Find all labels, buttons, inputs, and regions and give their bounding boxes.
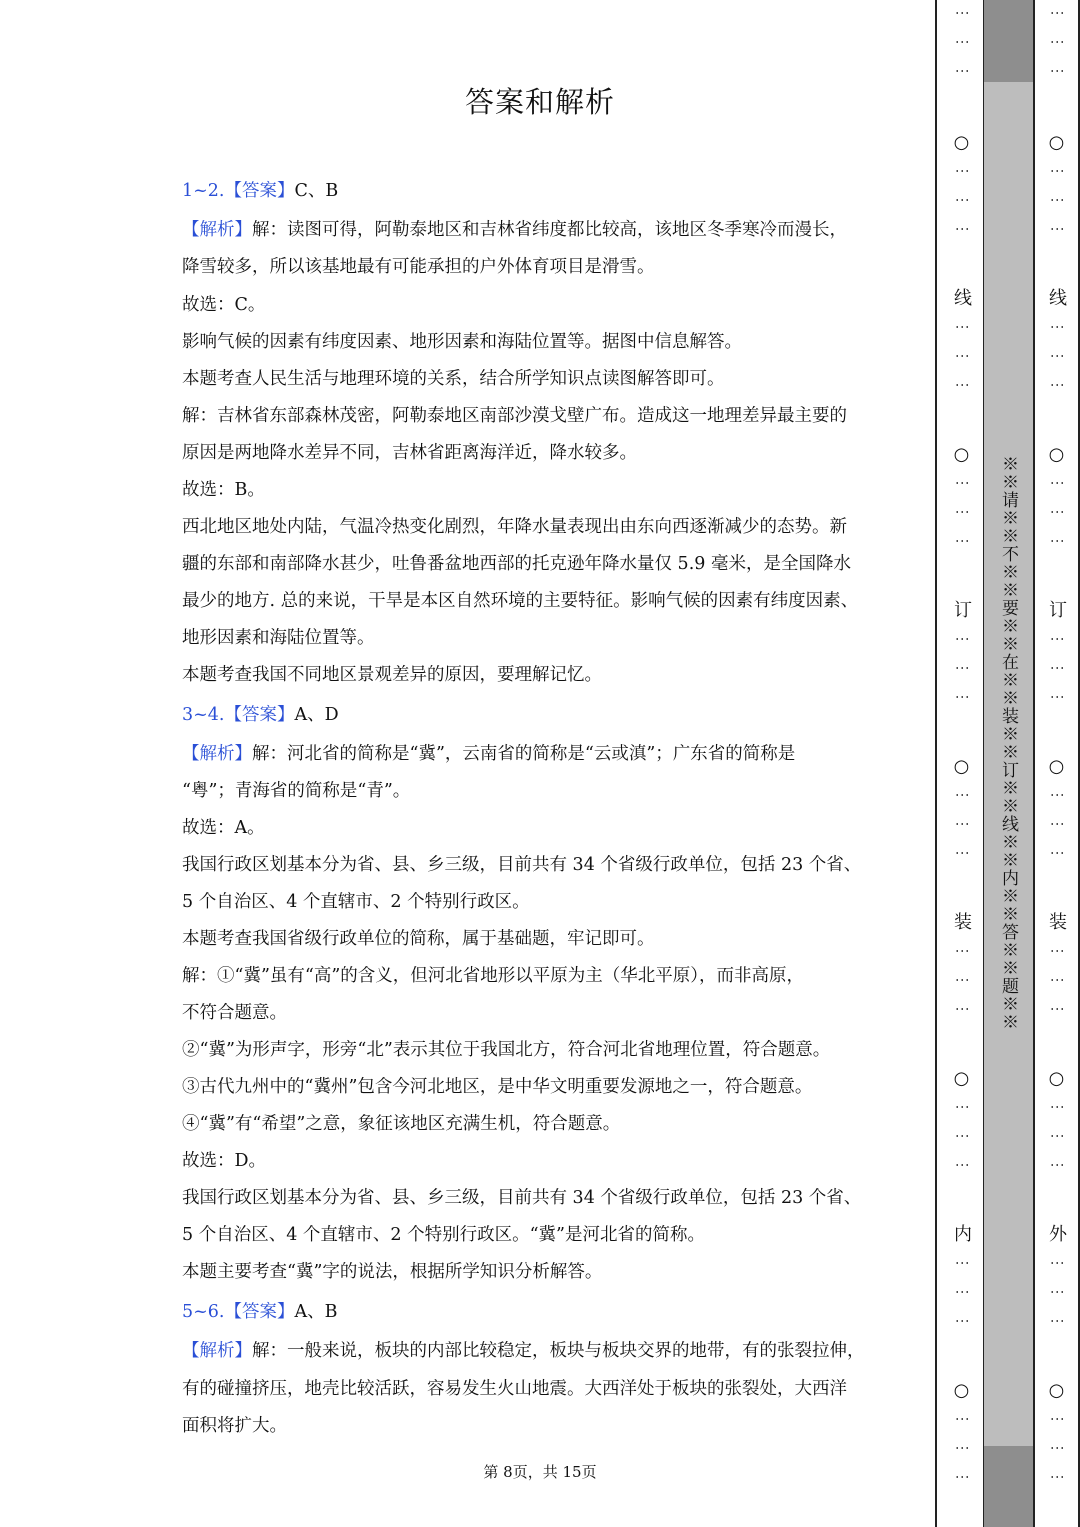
text-line [182,741,900,767]
line-text: 原因是两地降水差异不同，吉林省距离海洋近，降水较多。 [182,443,637,463]
line-text: 解：河北省的简称是“冀”，云南省的简称是“云或滇”；广东省的简称是 [252,744,796,764]
text-line [182,852,900,878]
dotted-guide: ⋮⋮⋮ [954,476,970,563]
line-text: 故选：C。 [182,295,266,315]
margin-binding-char: 内 [951,1224,972,1242]
text-line [182,329,900,355]
line-text: “粤”；青海省的简称是“青”。 [182,781,411,801]
text-line [182,662,900,688]
dotted-guide: ⋮⋮⋮ [954,1100,970,1187]
margin-circle: ○ [1046,756,1067,777]
text-line [182,1413,900,1439]
text-line [182,254,900,280]
label-tag: 【解析】 [182,744,252,764]
text-line [182,625,900,651]
line-text: 解：①“冀”虽有“高”的含义，但河北省地形以平原为主（华北平原），而非高原， [182,966,805,986]
line-text: C、B [294,181,339,201]
line-text: 5 个自治区、4 个直辖市、2 个特别行政区。“冀”是河北省的简称。 [182,1225,705,1245]
text-line [182,1037,900,1063]
text-line [182,1111,900,1137]
dotted-guide: ⋮⋮⋮ [954,1256,970,1343]
margin-circle: ○ [951,132,972,153]
dotted-guide: ⋮⋮⋮ [954,320,970,407]
label-tag: 【解析】 [182,220,252,240]
dotted-guide: ⋮⋮⋮ [1049,632,1065,719]
margin-binding-char: 订 [951,600,972,618]
dotted-guide: ⋮⋮⋮ [1049,1256,1065,1343]
band-top-dark [984,0,1033,82]
line-text: 本题考查我国不同地区景观差异的原因，要理解记忆。 [182,665,602,685]
text-line [182,588,900,614]
dotted-guide: ⋮⋮⋮ [954,1412,970,1499]
line-text: 故选：A。 [182,818,265,838]
margin-binding-char: 线 [951,288,972,306]
dotted-guide: ⋮⋮⋮ [954,788,970,875]
line-text: ③古代九州中的“冀州”包含今河北地区，是中华文明重要发源地之一，符合题意。 [182,1077,813,1097]
label-tag: 【解析】 [182,1341,252,1361]
label-tag: 1~2.【答案】 [182,181,295,201]
text-line [182,403,900,429]
margin-binding-char: 线 [1046,288,1067,306]
dotted-guide: ⋮⋮⋮ [1049,788,1065,875]
text-line [182,477,900,503]
text-line [182,815,900,841]
line-text: 解：吉林省东部森林茂密，阿勒泰地区南部沙漠戈壁广布。造成这一地理差异最主要的 [182,406,847,426]
line-text: 故选：B。 [182,480,265,500]
text-line [182,702,900,728]
dotted-guide: ⋮⋮⋮ [954,632,970,719]
dotted-guide: ⋮⋮⋮ [1049,1412,1065,1499]
dotted-guide: ⋮⋮⋮ [1049,944,1065,1031]
line-text: 本题考查我国省级行政单位的简称，属于基础题，牢记即可。 [182,929,655,949]
margin-border-left [935,0,937,1527]
text-line [182,178,900,204]
margin-circle: ○ [1046,1068,1067,1089]
text-line [182,1338,900,1364]
dotted-guide: ⋮⋮⋮ [1049,1100,1065,1187]
margin-border-mid-right [1033,0,1035,1527]
margin-circle: ○ [1046,1380,1067,1401]
text-line [182,292,900,318]
dotted-guide: ⋮⋮⋮ [1049,6,1065,93]
dotted-guide: ⋮⋮⋮ [1049,476,1065,563]
margin-circle: ○ [1046,132,1067,153]
line-text: 解：读图可得，阿勒泰地区和吉林省纬度都比较高，该地区冬季寒冷而漫长， [252,220,847,240]
margin-binding-char: 订 [1046,600,1067,618]
text-line [182,1074,900,1100]
line-text: 我国行政区划基本分为省、县、乡三级，目前共有 34 个省级行政单位，包括 23 个省、 [182,855,862,875]
margin-circle: ○ [951,756,972,777]
text-line [182,1259,900,1285]
text-line [182,1376,900,1402]
binding-notice: ※※请※※不※※要※※在※※装※※订※※线※※内※※答※※题※※ [998,455,1018,1031]
margin-binding-char: 装 [1046,912,1067,930]
dotted-guide: ⋮⋮⋮ [954,6,970,93]
text-line [182,440,900,466]
label-tag: 5~6.【答案】 [182,1302,295,1322]
text-line [182,778,900,804]
line-text: 本题主要考查“冀”字的说法，根据所学知识分析解答。 [182,1262,603,1282]
text-line [182,963,900,989]
dotted-guide: ⋮⋮⋮ [954,944,970,1031]
text-line [182,366,900,392]
band-bottom-dark [984,1446,1033,1527]
text-line [182,1299,900,1325]
text-line [182,551,900,577]
margin-circle: ○ [1046,444,1067,465]
line-text: 本题考查人民生活与地理环境的关系，结合所学知识点读图解答即可。 [182,369,725,389]
dotted-guide: ⋮⋮⋮ [1049,320,1065,407]
line-text: 降雪较多，所以该基地最有可能承担的户外体育项目是滑雪。 [182,257,655,277]
line-text: 疆的东部和南部降水甚少，吐鲁番盆地西部的托克逊年降水量仅 5.9 毫米，是全国降水 [182,554,851,574]
line-text: 我国行政区划基本分为省、县、乡三级，目前共有 34 个省级行政单位，包括 23 个省、 [182,1188,862,1208]
line-text: A、D [294,705,339,725]
line-text: 故选：D。 [182,1151,267,1171]
margin-circle: ○ [951,1068,972,1089]
line-text: 5 个自治区、4 个直辖市、2 个特别行政区。 [182,892,530,912]
page-footer: 第 8页，共 15页 [483,1463,597,1481]
line-text: 面积将扩大。 [182,1416,287,1436]
margin-circle: ○ [951,1380,972,1401]
line-text: 地形因素和海陆位置等。 [182,628,375,648]
text-line [182,889,900,915]
margin-binding-char: 外 [1046,1224,1067,1242]
line-text: 解：一般来说，板块的内部比较稳定，板块与板块交界的地带，有的张裂拉伸， [252,1341,865,1361]
margin-circle: ○ [951,444,972,465]
text-line [182,1185,900,1211]
text-line [182,217,900,243]
text-line [182,1000,900,1026]
line-text: A、B [294,1302,338,1322]
dotted-guide: ⋮⋮⋮ [1049,164,1065,251]
text-line [182,1222,900,1248]
text-line [182,1148,900,1174]
line-text: 有的碰撞挤压，地壳比较活跃，容易发生火山地震。大西洋处于板块的张裂处，大西洋 [182,1379,847,1399]
margin-binding-char: 装 [951,912,972,930]
line-text: 不符合题意。 [182,1003,287,1023]
text-line [182,514,900,540]
line-text: 最少的地方. 总的来说，干旱是本区自然环境的主要特征。影响气候的因素有纬度因素、 [182,591,859,611]
page-title: 答案和解析 [464,85,615,119]
label-tag: 3~4.【答案】 [182,705,295,725]
line-text: 西北地区地处内陆，气温冷热变化剧烈，年降水量表现出由东向西逐渐减少的态势。新 [182,517,847,537]
dotted-guide: ⋮⋮⋮ [954,164,970,251]
line-text: ④“冀”有“希望”之意，象征该地区充满生机，符合题意。 [182,1114,621,1134]
line-text: 影响气候的因素有纬度因素、地形因素和海陆位置等。据图中信息解答。 [182,332,742,352]
text-line [182,926,900,952]
line-text: ②“冀”为形声字，形旁“北”表示其位于我国北方，符合河北省地理位置，符合题意。 [182,1040,831,1060]
